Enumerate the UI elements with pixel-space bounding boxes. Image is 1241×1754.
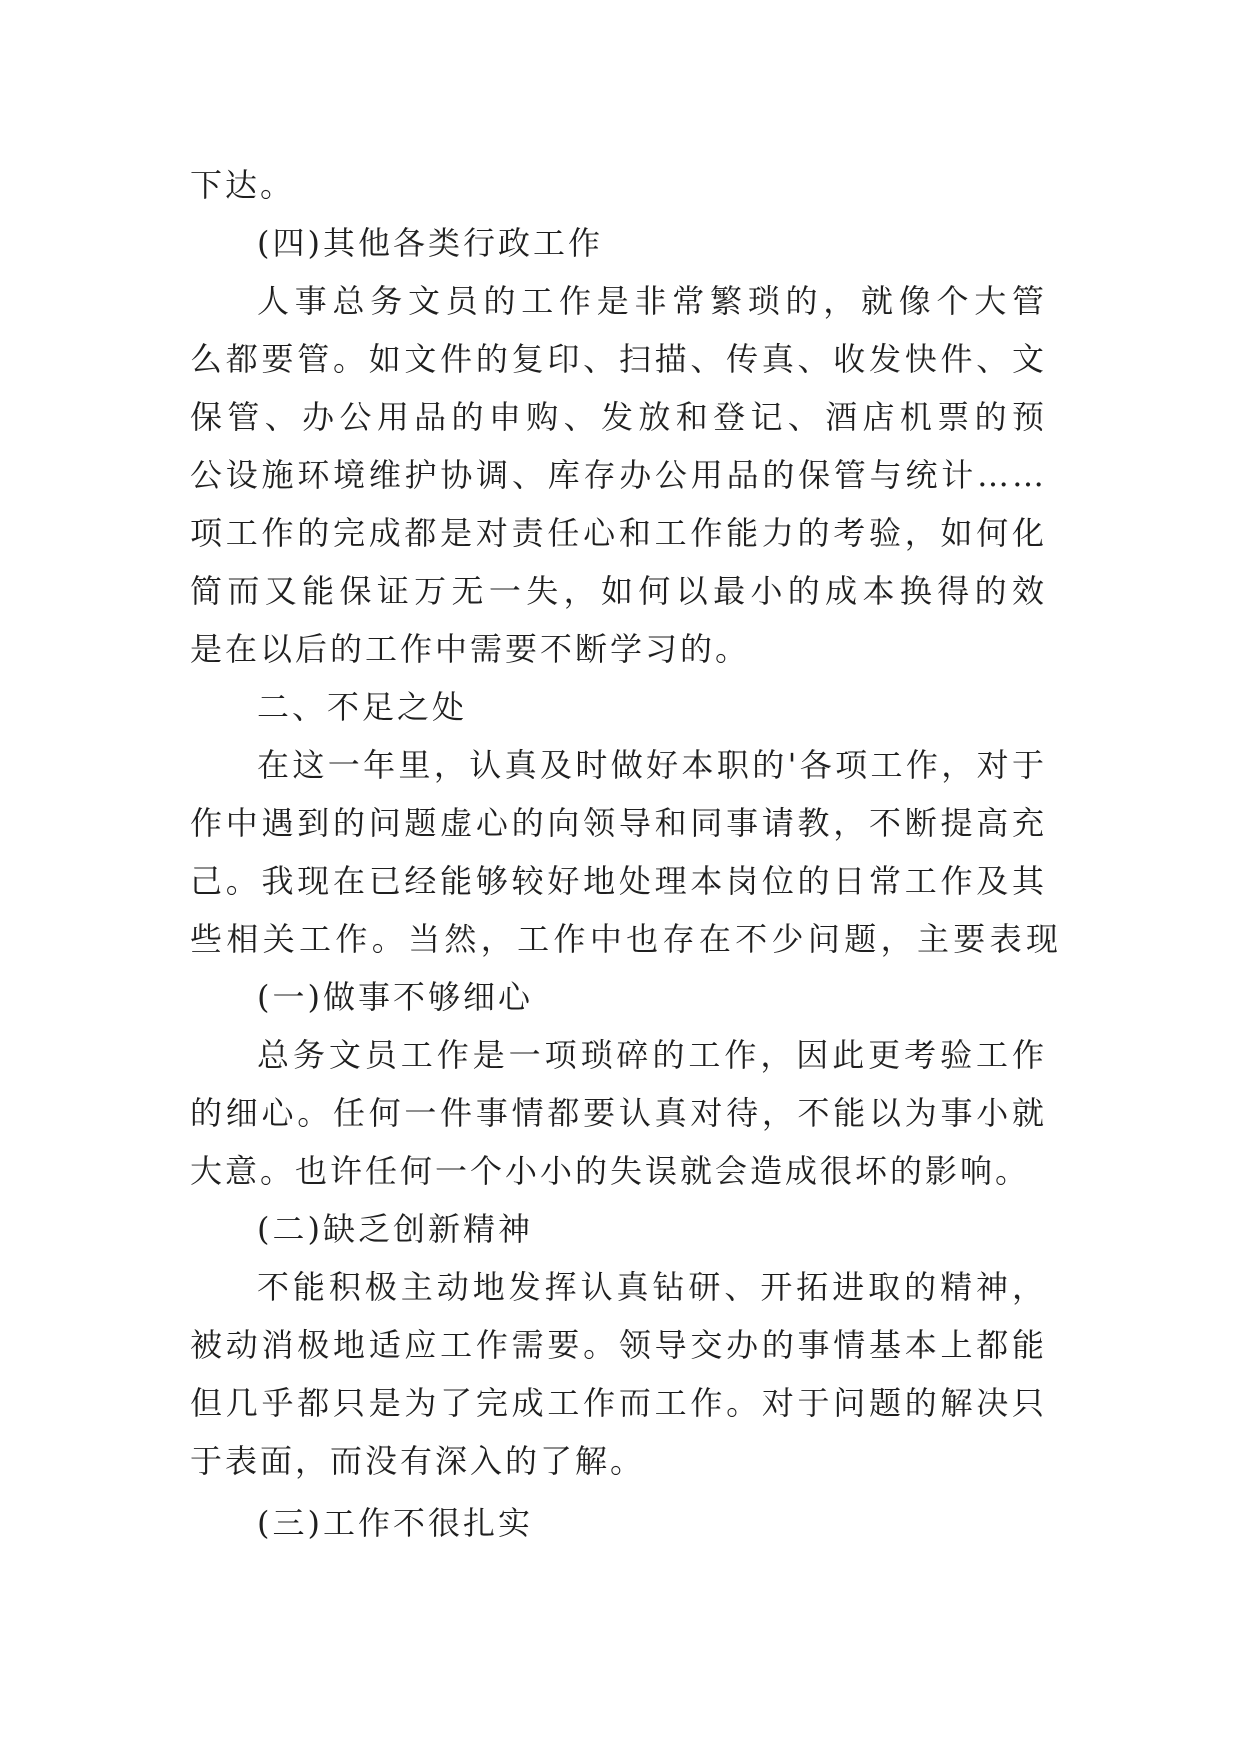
paragraph-line: 公设施环境维护协调、库存办公用品的保管与统计…… — [190, 456, 1047, 494]
section-heading: (四)其他各类行政工作 — [257, 224, 603, 262]
paragraph-line: 总务文员工作是一项琐碎的工作，因此更考验工作 — [257, 1036, 1047, 1074]
section-heading: (一)做事不够细心 — [257, 978, 533, 1016]
paragraph-line: 下达。 — [190, 166, 296, 204]
paragraph-line: 作中遇到的问题虚心的向领导和同事请教，不断提高充 — [190, 804, 1047, 842]
paragraph-line: 不能积极主动地发挥认真钻研、开拓进取的精神， — [257, 1268, 1047, 1306]
paragraph-line: 项工作的完成都是对责任心和工作能力的考验，如何化 — [190, 514, 1047, 552]
paragraph-line: 保管、办公用品的申购、发放和登记、酒店机票的预 — [190, 398, 1047, 436]
paragraph-line: 在这一年里，认真及时做好本职的'各项工作，对于 — [257, 746, 1047, 784]
paragraph-line: 己。我现在已经能够较好地处理本岗位的日常工作及其 — [190, 862, 1047, 900]
paragraph-line: 于表面，而没有深入的了解。 — [190, 1442, 646, 1480]
section-heading: (二)缺乏创新精神 — [257, 1210, 533, 1248]
section-heading: (三)工作不很扎实 — [257, 1504, 533, 1542]
paragraph-line: 的细心。任何一件事情都要认真对待，不能以为事小就 — [190, 1094, 1047, 1132]
section-heading: 二、不足之处 — [257, 688, 468, 726]
paragraph-line: 被动消极地适应工作需要。领导交办的事情基本上都能 — [190, 1326, 1047, 1364]
paragraph-line: 是在以后的工作中需要不断学习的。 — [190, 630, 751, 668]
paragraph-line: 大意。也许任何一个小小的失误就会造成很坏的影响。 — [190, 1152, 1031, 1190]
paragraph-line: 人事总务文员的工作是非常繁琐的，就像个大管 — [257, 282, 1047, 320]
paragraph-line: 简而又能保证万无一失，如何以最小的成本换得的效 — [190, 572, 1047, 610]
paragraph-line: 些相关工作。当然，工作中也存在不少问题，主要表现 — [190, 920, 1061, 958]
paragraph-line: 么都要管。如文件的复印、扫描、传真、收发快件、文 — [190, 340, 1047, 378]
paragraph-line: 但几乎都只是为了完成工作而工作。对于问题的解决只 — [190, 1384, 1047, 1422]
